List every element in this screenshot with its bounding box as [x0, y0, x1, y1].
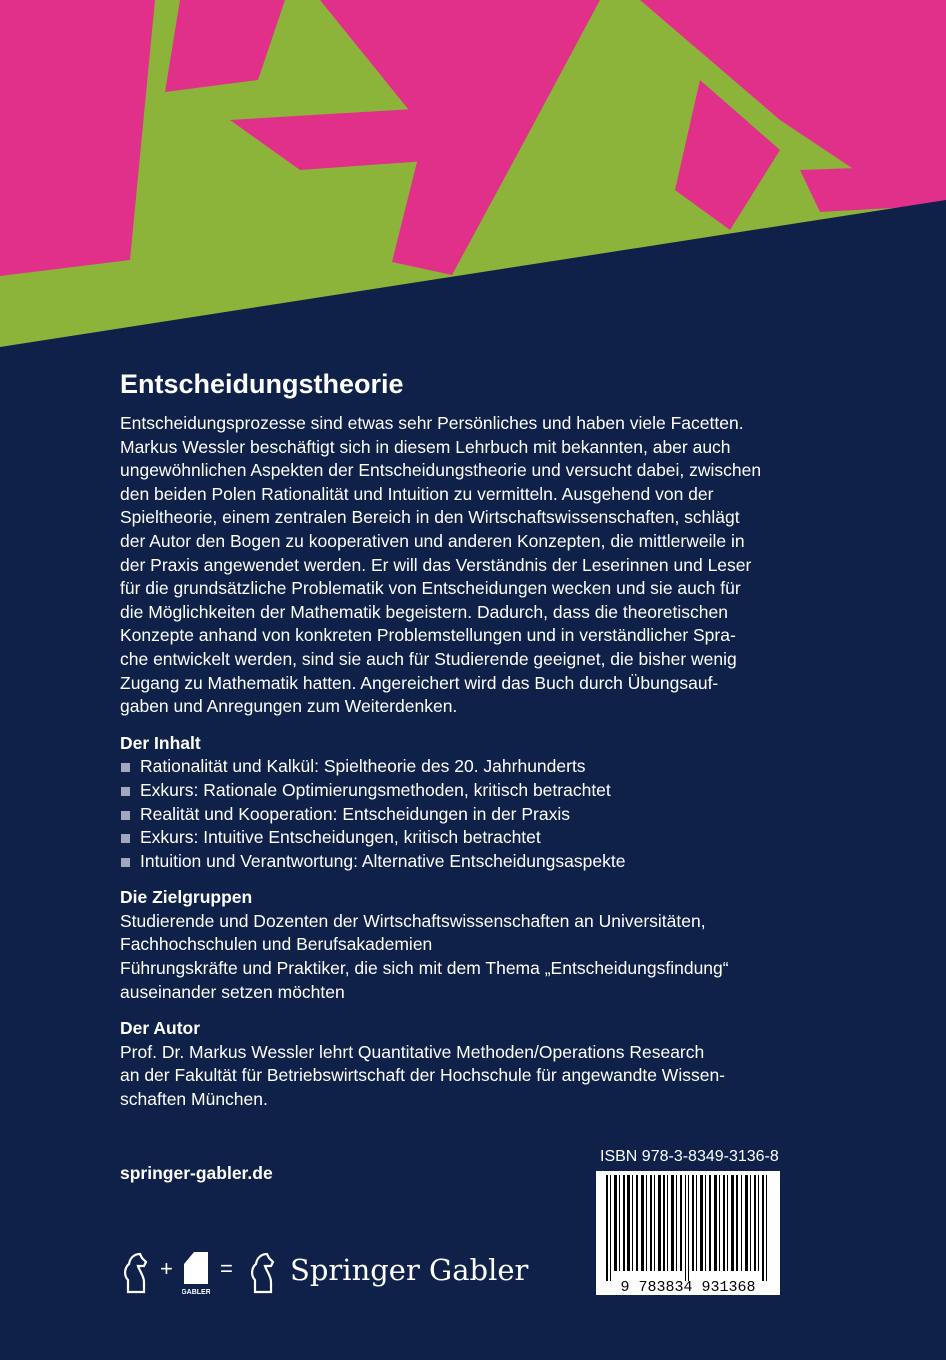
- description-line: Entscheidungsprozesse sind etwas sehr Persönliches und haben viele Facetten.: [120, 413, 744, 433]
- back-cover-text: [120, 366, 820, 1112]
- description-line: Markus Wessler beschäftigt sich in diesem Lehrbuch mit bekannten, aber auch: [120, 436, 731, 457]
- gabler-logo: [182, 1252, 210, 1296]
- zielgruppen-heading: Die Zielgruppen: [120, 887, 253, 908]
- bullet-square-icon: [121, 834, 130, 843]
- zielgruppen-line: Studierende und Dozenten der Wirtschaftswissenschaften an Universitäten,: [120, 910, 706, 931]
- barcode-bars: [596, 1171, 780, 1295]
- description: [120, 412, 820, 719]
- description-line: che entwickelt werden, sind sie auch für Studierende geeignet, die bisher wenig: [120, 648, 737, 669]
- autor-heading: Der Autor: [120, 1018, 201, 1039]
- zielgruppen-line: auseinander setzen möchten: [120, 981, 345, 1002]
- barcode: [596, 1171, 780, 1295]
- description-line: den beiden Polen Rationalität und Intuition zu vermitteln. Ausgehend von der: [120, 483, 714, 504]
- description-line: die Möglichkeiten der Mathematik begeistern. Dadurch, dass die theoretischen: [120, 601, 728, 622]
- springer-horse-icon: [246, 1250, 280, 1296]
- list-item: Exkurs: Intuitive Entscheidungen, kritisch betrachtet: [120, 826, 820, 850]
- description-line: der Praxis angewendet werden. Er will das Verständnis der Leserinnen und Leser: [120, 554, 752, 575]
- publisher-url[interactable]: springer-gabler.de: [120, 1163, 273, 1183]
- zielgruppen-line: Führungskräfte und Praktiker, die sich mit dem Thema „Entscheidungsfindung“: [120, 958, 729, 979]
- zielgruppen-line: Fachhochschulen und Berufsakademien: [120, 934, 433, 955]
- autor-line: an der Fakultät für Betriebswirtschaft der Hochschule für angewandte Wissen-: [120, 1065, 726, 1086]
- description-line: für die grundsätzliche Problematik von Entscheidungen wecken und sie auch für: [120, 578, 741, 599]
- list-item: Exkurs: Rationale Optimierungsmethoden, kritisch betrachtet: [120, 779, 820, 803]
- autor-line: schaften München.: [120, 1089, 268, 1110]
- bullet-square-icon: [121, 787, 130, 796]
- equals-sign: =: [220, 1256, 233, 1281]
- isbn-label: ISBN 978-3-8349-3136-8: [600, 1148, 779, 1165]
- publisher-logos: [120, 1248, 540, 1308]
- cover-graphic: [0, 0, 946, 360]
- springer-horse-icon: [120, 1250, 152, 1296]
- description-line: ungewöhnlichen Aspekten der Entscheidungstheorie und versucht dabei, zwischen: [120, 460, 762, 481]
- autor-line: Prof. Dr. Markus Wessler lehrt Quantitative Methoden/Operations Research: [120, 1041, 705, 1062]
- bullet-square-icon: [121, 811, 130, 820]
- svg-text:GABLER: GABLER: [182, 1289, 210, 1296]
- description-line: Zugang zu Mathematik hatten. Angereichert wird das Buch durch Übungsauf-: [120, 672, 719, 693]
- book-title: Entscheidungstheorie: [120, 369, 404, 399]
- description-line: Spieltheorie, einem zentralen Bereich in den Wirtschaftswissenschaften, schlägt: [120, 507, 740, 528]
- barcode-digits: 9 783834 931368: [620, 1279, 756, 1295]
- bullet-square-icon: [121, 858, 130, 867]
- plus-sign: +: [160, 1256, 173, 1281]
- inhalt-heading: Der Inhalt: [120, 732, 201, 753]
- list-item: Realität und Kooperation: Entscheidungen in der Praxis: [120, 803, 820, 827]
- bullet-square-icon: [121, 763, 130, 772]
- description-line: Konzepte anhand von konkreten Problemstellungen und in verständlicher Spra-: [120, 625, 736, 646]
- list-item: Rationalität und Kalkül: Spieltheorie des 20. Jahrhunderts: [120, 755, 820, 779]
- inhalt-list: [120, 755, 820, 873]
- description-line: gaben und Anregungen zum Weiterdenken.: [120, 696, 458, 717]
- springer-gabler-wordmark: Springer Gabler: [290, 1253, 529, 1287]
- list-item: Intuition und Verantwortung: Alternative Entscheidungsaspekte: [120, 850, 820, 874]
- description-line: der Autor den Bogen zu kooperativen und anderen Konzepten, die mittlerweile in: [120, 530, 745, 551]
